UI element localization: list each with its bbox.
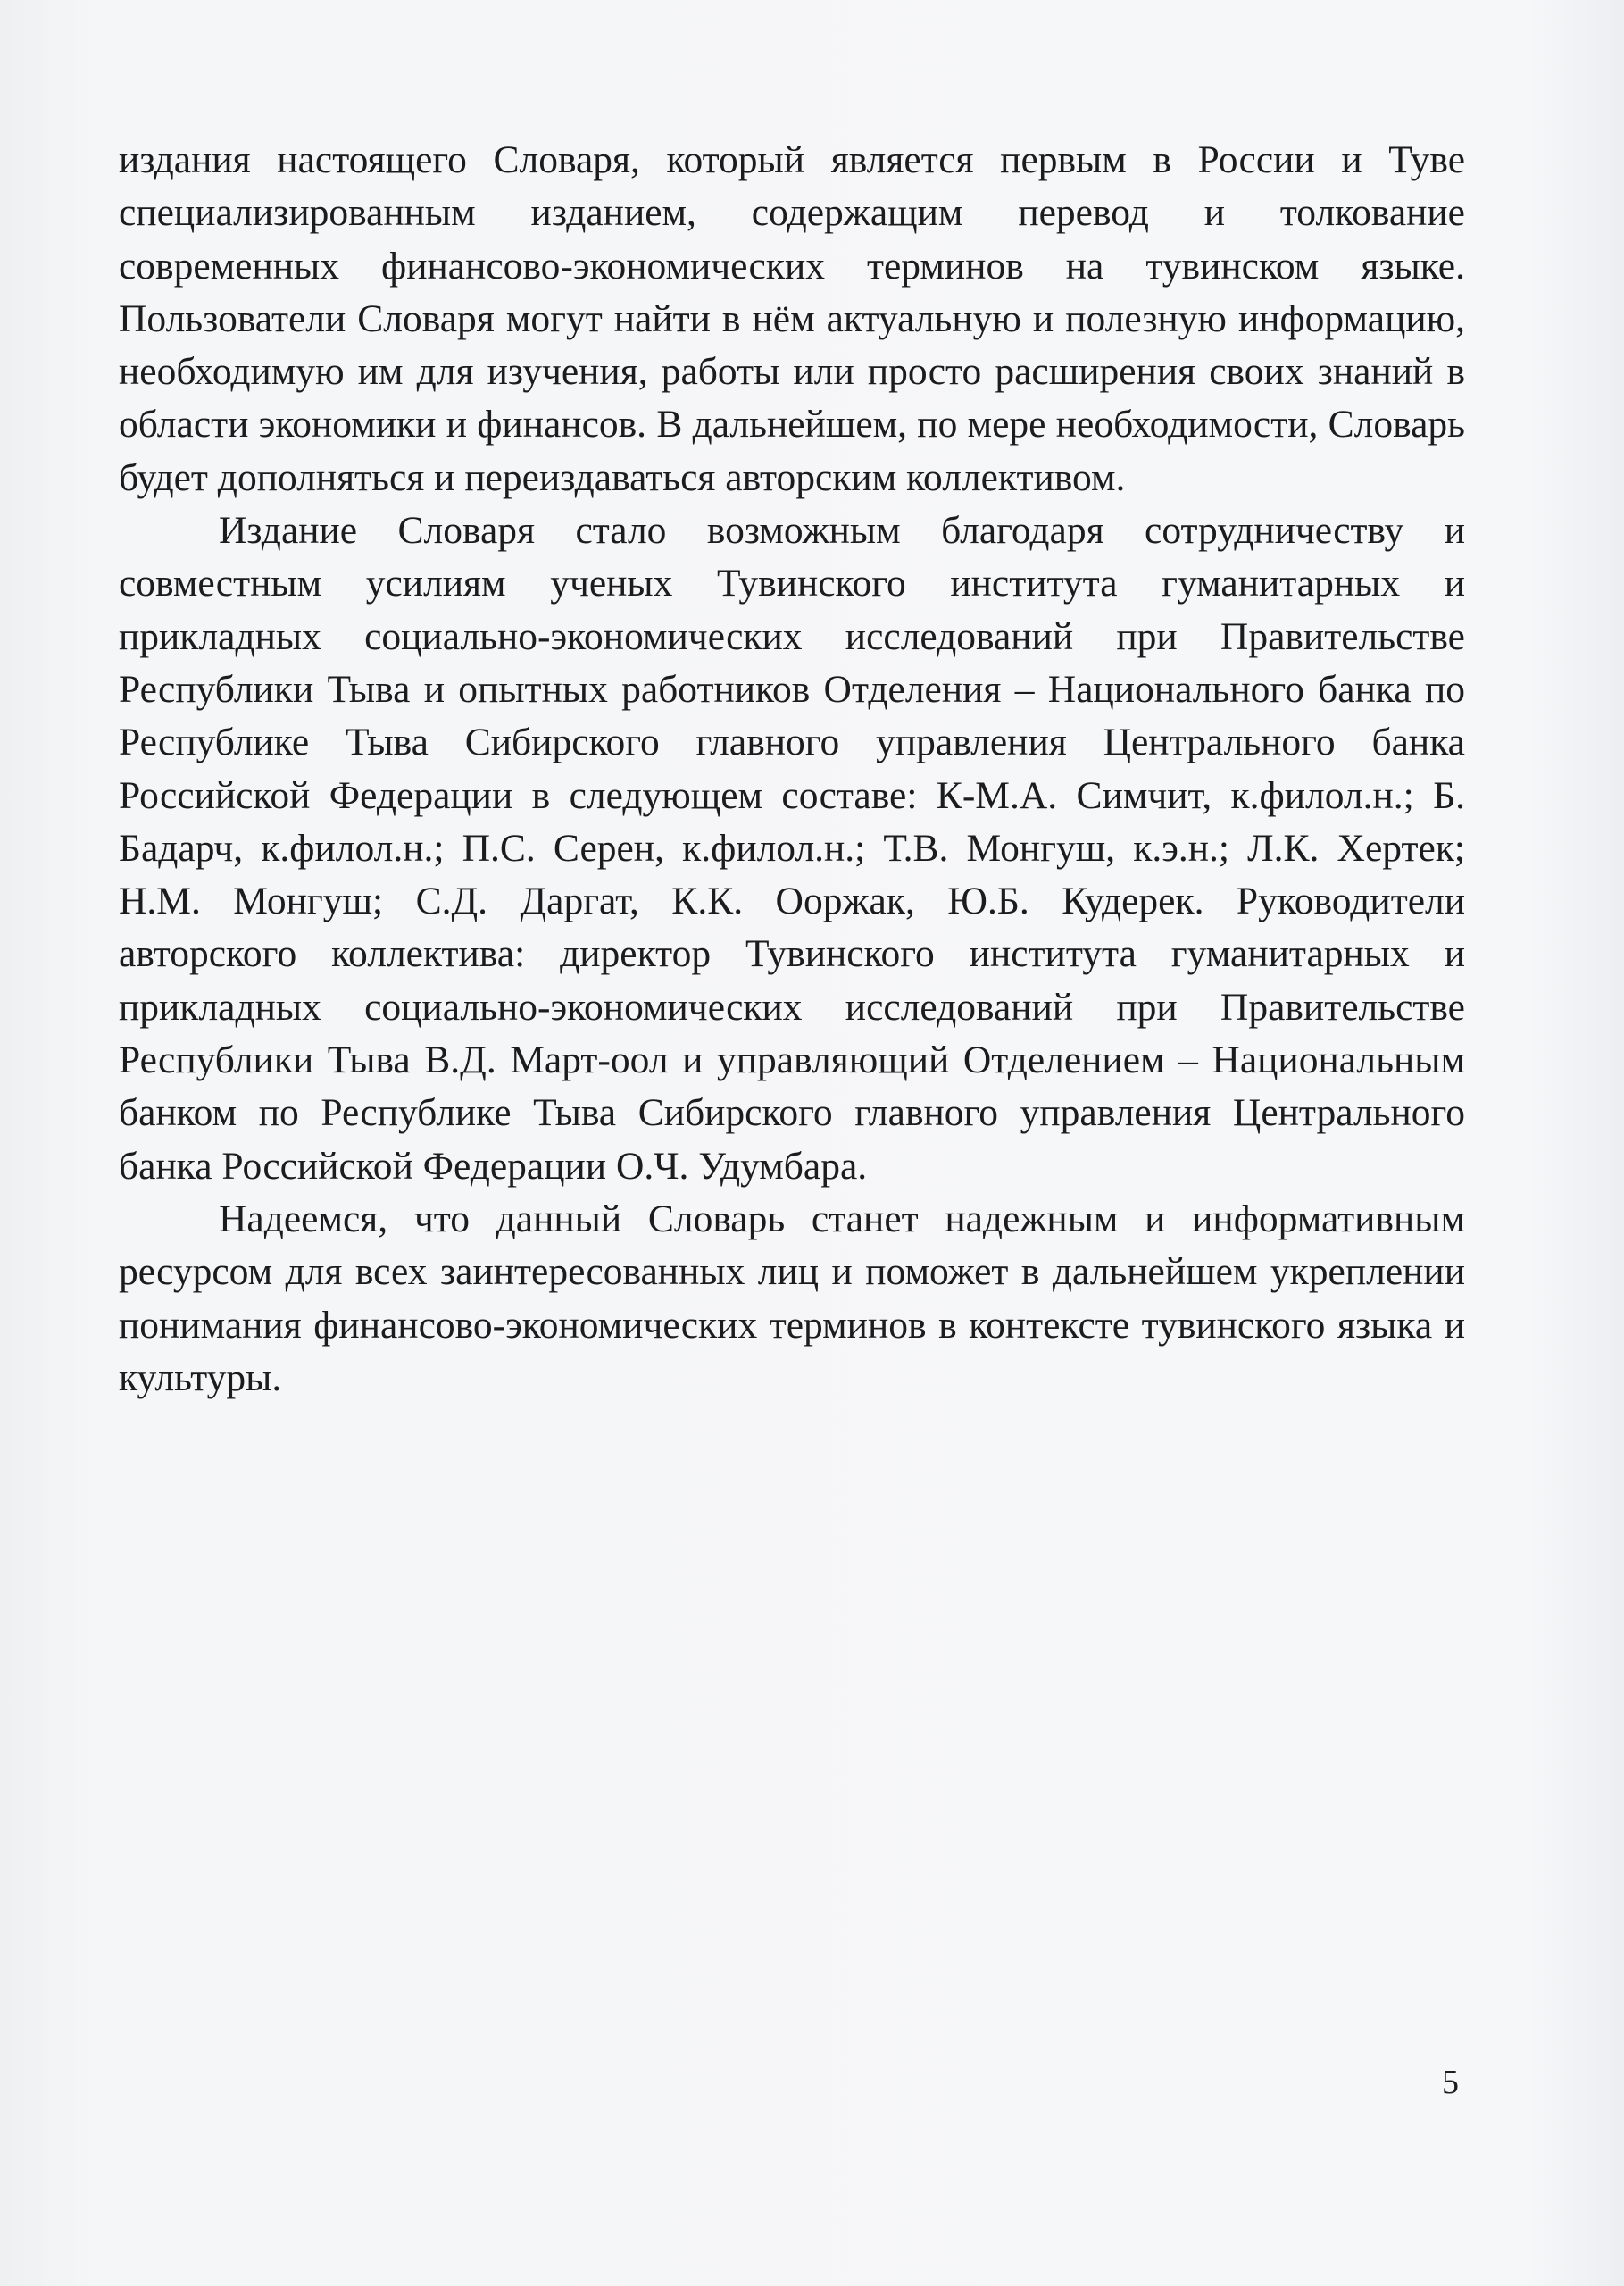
page-number: 5 — [1442, 2064, 1459, 2101]
body-text — [119, 134, 1465, 1405]
paragraph-authors: Издание Словаря стало возможным благодаря сотрудничеству и совместным усилиям ученых Тувинского института гуманитарных и прикладных социально-экономических исследований при Правительстве Республики Тыва и опытных работников Отделения – Национального банка по Республике Тыва Сибирского главного управления Центрального банка Российской Федерации в следующем составе: К-М.А. Симчит, к.филол.н.; Б. Бадарч, к.филол.н.; П.С. Серен, к.филол.н.; Т.В. Монгуш, к.э.н.; Л.К. Хертек; Н.М. Монгуш; С.Д. Даргат, К.К. Ооржак, Ю.Б. Кудерек. Руководители авторского коллектива: директор Тувинского института гуманитарных и прикладных социально-экономических исследований при Правительстве Республики Тыва В.Д. Март-оол и управляющий Отделением – Национальным банком по Республике Тыва Сибирского главного управления Центрального банка Российской Федерации О.Ч. Удумбара. — [119, 509, 1465, 1188]
paragraph-continuation: издания настоящего Словаря, который является первым в России и Туве специализированным изданием, содержащим перевод и толкование современных финансово-экономических терминов на тувинском языке. Пользователи Словаря могут найти в нём актуальную и полезную информацию, необходимую им для изучения, работы или просто расширения своих знаний в области экономики и финансов. В дальнейшем, по мере необходимости, Словарь будет дополняться и переиздаваться авторским коллективом. — [119, 138, 1465, 499]
paragraph-closing: Надеемся, что данный Словарь станет надежным и информативным ресурсом для всех заинтересованных лиц и поможет в дальнейшем укреплении понимания финансово-экономических терминов в контексте тувинского языка и культуры. — [119, 1197, 1465, 1399]
